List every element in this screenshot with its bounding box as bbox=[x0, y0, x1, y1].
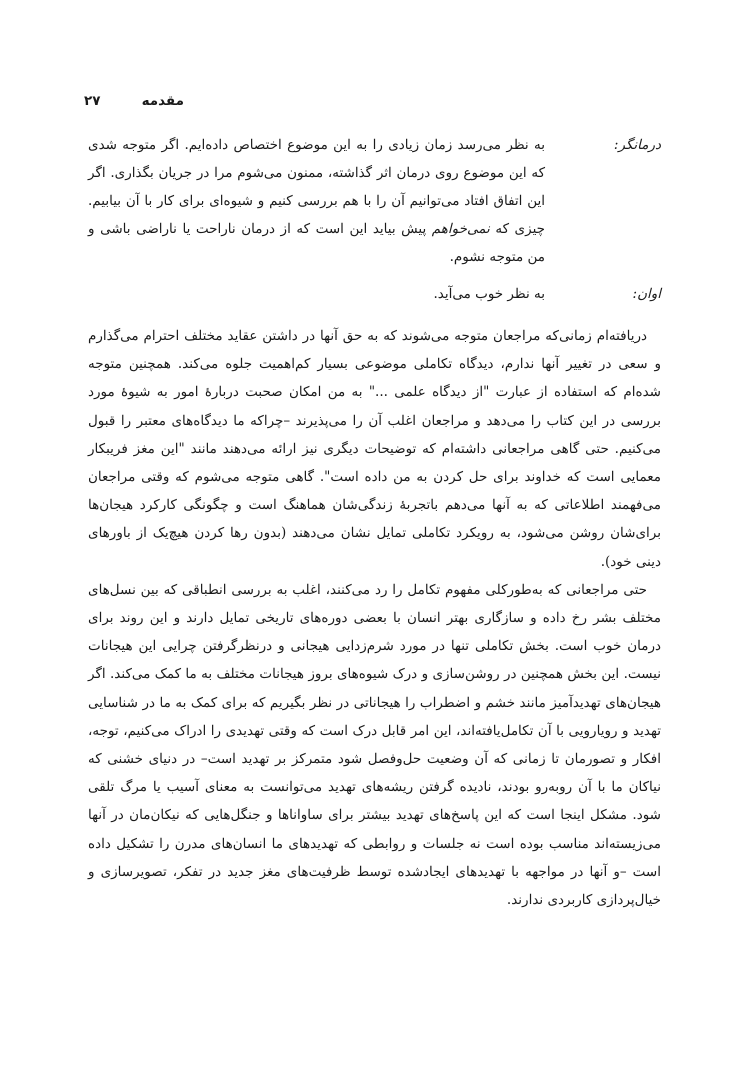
speech-text: به نظر خوب می‌آید. bbox=[433, 286, 545, 302]
speech-emphasis: نمی‌خواهم bbox=[431, 221, 490, 237]
speaker-label: اوان: bbox=[632, 286, 661, 302]
page-number: ۲۷ bbox=[84, 93, 101, 109]
speaker-label: درمانگر: bbox=[613, 137, 661, 153]
speech-text bbox=[88, 131, 545, 271]
paragraph: حتی مراجعانی که به‌طورکلی مفهوم تکامل را رد می‌کنند، اغلب به بررسی انطباقی که بین نسل‌های مختلف بشر رخ داده و سازگاری بهتر انسان با بعضی دوره‌های تاریخی تمایل دارند و این روند برای درمان خوب است. بخش تکاملی تنها در مورد شرم‌زدایی هیجانی و درنظرگرفتن چرایی این هیجانات نیست. این بخش همچنین در روشن‌سازی و درک شیوه‌های بروز هیجانات مختلف به ما کمک می‌کند. اگر هیجان‌های تهدیدآمیز مانند خشم و اضطراب را هیجاناتی در نظر بگیریم که برای کمک به ما در شناسایی تهدید و رویارویی با آن تکامل‌یافته‌اند، این امر قابل درک است که وقتی تهدیدی را ادراک می‌کنیم، توجه، افکار و تصورمان تا زمانی که آن وضعیت حل‌وفصل شود متمرکز بر تهدید است– در دنیای خشنی که نیاکان ما با آن روبه‌رو بودند، نادیده گرفتن ریشه‌های تهدید می‌توانست به معنای آسیب یا مرگ تلقی شود. مشکل اینجا است که این پاسخ‌های تهدید بیشتر برای ساواناها و جنگل‌هایی که نیکان‌مان در آنها می‌زیسته‌اند مناسب بوده است نه جلسات و روابطی که تهدیدهای ما انسان‌های مدرن را تشکیل داده است –و آنها در مواجهه با تهدیدهای ایجادشده توسط ظرفیت‌های مغز جدید در تفکر، تصویرسازی و خیال‌پردازی کاربردی ندارند. bbox=[88, 581, 661, 909]
speech-text-part: پیش بیاید این است که از درمان ناراحت یا ناراضی باشی و من متوجه نشوم. bbox=[88, 221, 545, 265]
body-text bbox=[88, 322, 661, 914]
section-title: مقدمه bbox=[141, 93, 184, 109]
paragraph: دریافته‌ام زمانی‌که مراجعان متوجه می‌شوند که به حق آنها در داشتن عقاید مختلف احترام می‌گذارم و سعی در تغییر آنها ندارم، دیدگاه تکاملی موضوعی بسیار کم‌اهمیت جلوه می‌کند. همچنین متوجه شده‌ام که استفاده از عبارت "از دیدگاه علمی ..." به من امکان صحبت دربارهٔ امور به شیوهٔ مورد بررسی در این کتاب را می‌دهد و مراجعان اغلب آن را می‌پذیرند –چراکه ما دیدگاه‌های معتبر را قبول می‌کنیم. حتی گاهی مراجعانی داشته‌ام که توضیحات دیگری نیز ارائه می‌دهند مانند "این مغز فریبکار معمایی است که خداوند برای حل کردن به من داده است". گاهی متوجه می‌شوم که وقتی مراجعان می‌فهمند اطلاعاتی که به آنها می‌دهم باتجربهٔ زندگی‌شان هماهنگ است و چگونگی کارکرد هیجان‌ها برای‌شان روشن می‌شود، به رویکرد تکاملی تمایل نشان می‌دهند (بدون رها کردن هیچ‌یک از باورهای دینی خود). bbox=[88, 328, 661, 570]
dialogue-turn bbox=[88, 131, 661, 271]
dialogue-block bbox=[88, 131, 661, 308]
running-header bbox=[84, 90, 184, 112]
speech-text-part: به نظر می‌رسد زمان زیادی را به این موضوع اختصاص داده‌ایم. اگر متوجه شدی که این موضوع روی درمان اثر گذاشته، ممنون می‌شوم مرا در جریان بگذاری. اگر این اتفاق افتاد می‌توانیم آن را با هم بررسی کنیم و شیوه‌ای برای کار با آن بیابیم. چیزی که bbox=[88, 137, 545, 237]
dialogue-turn bbox=[88, 280, 661, 308]
